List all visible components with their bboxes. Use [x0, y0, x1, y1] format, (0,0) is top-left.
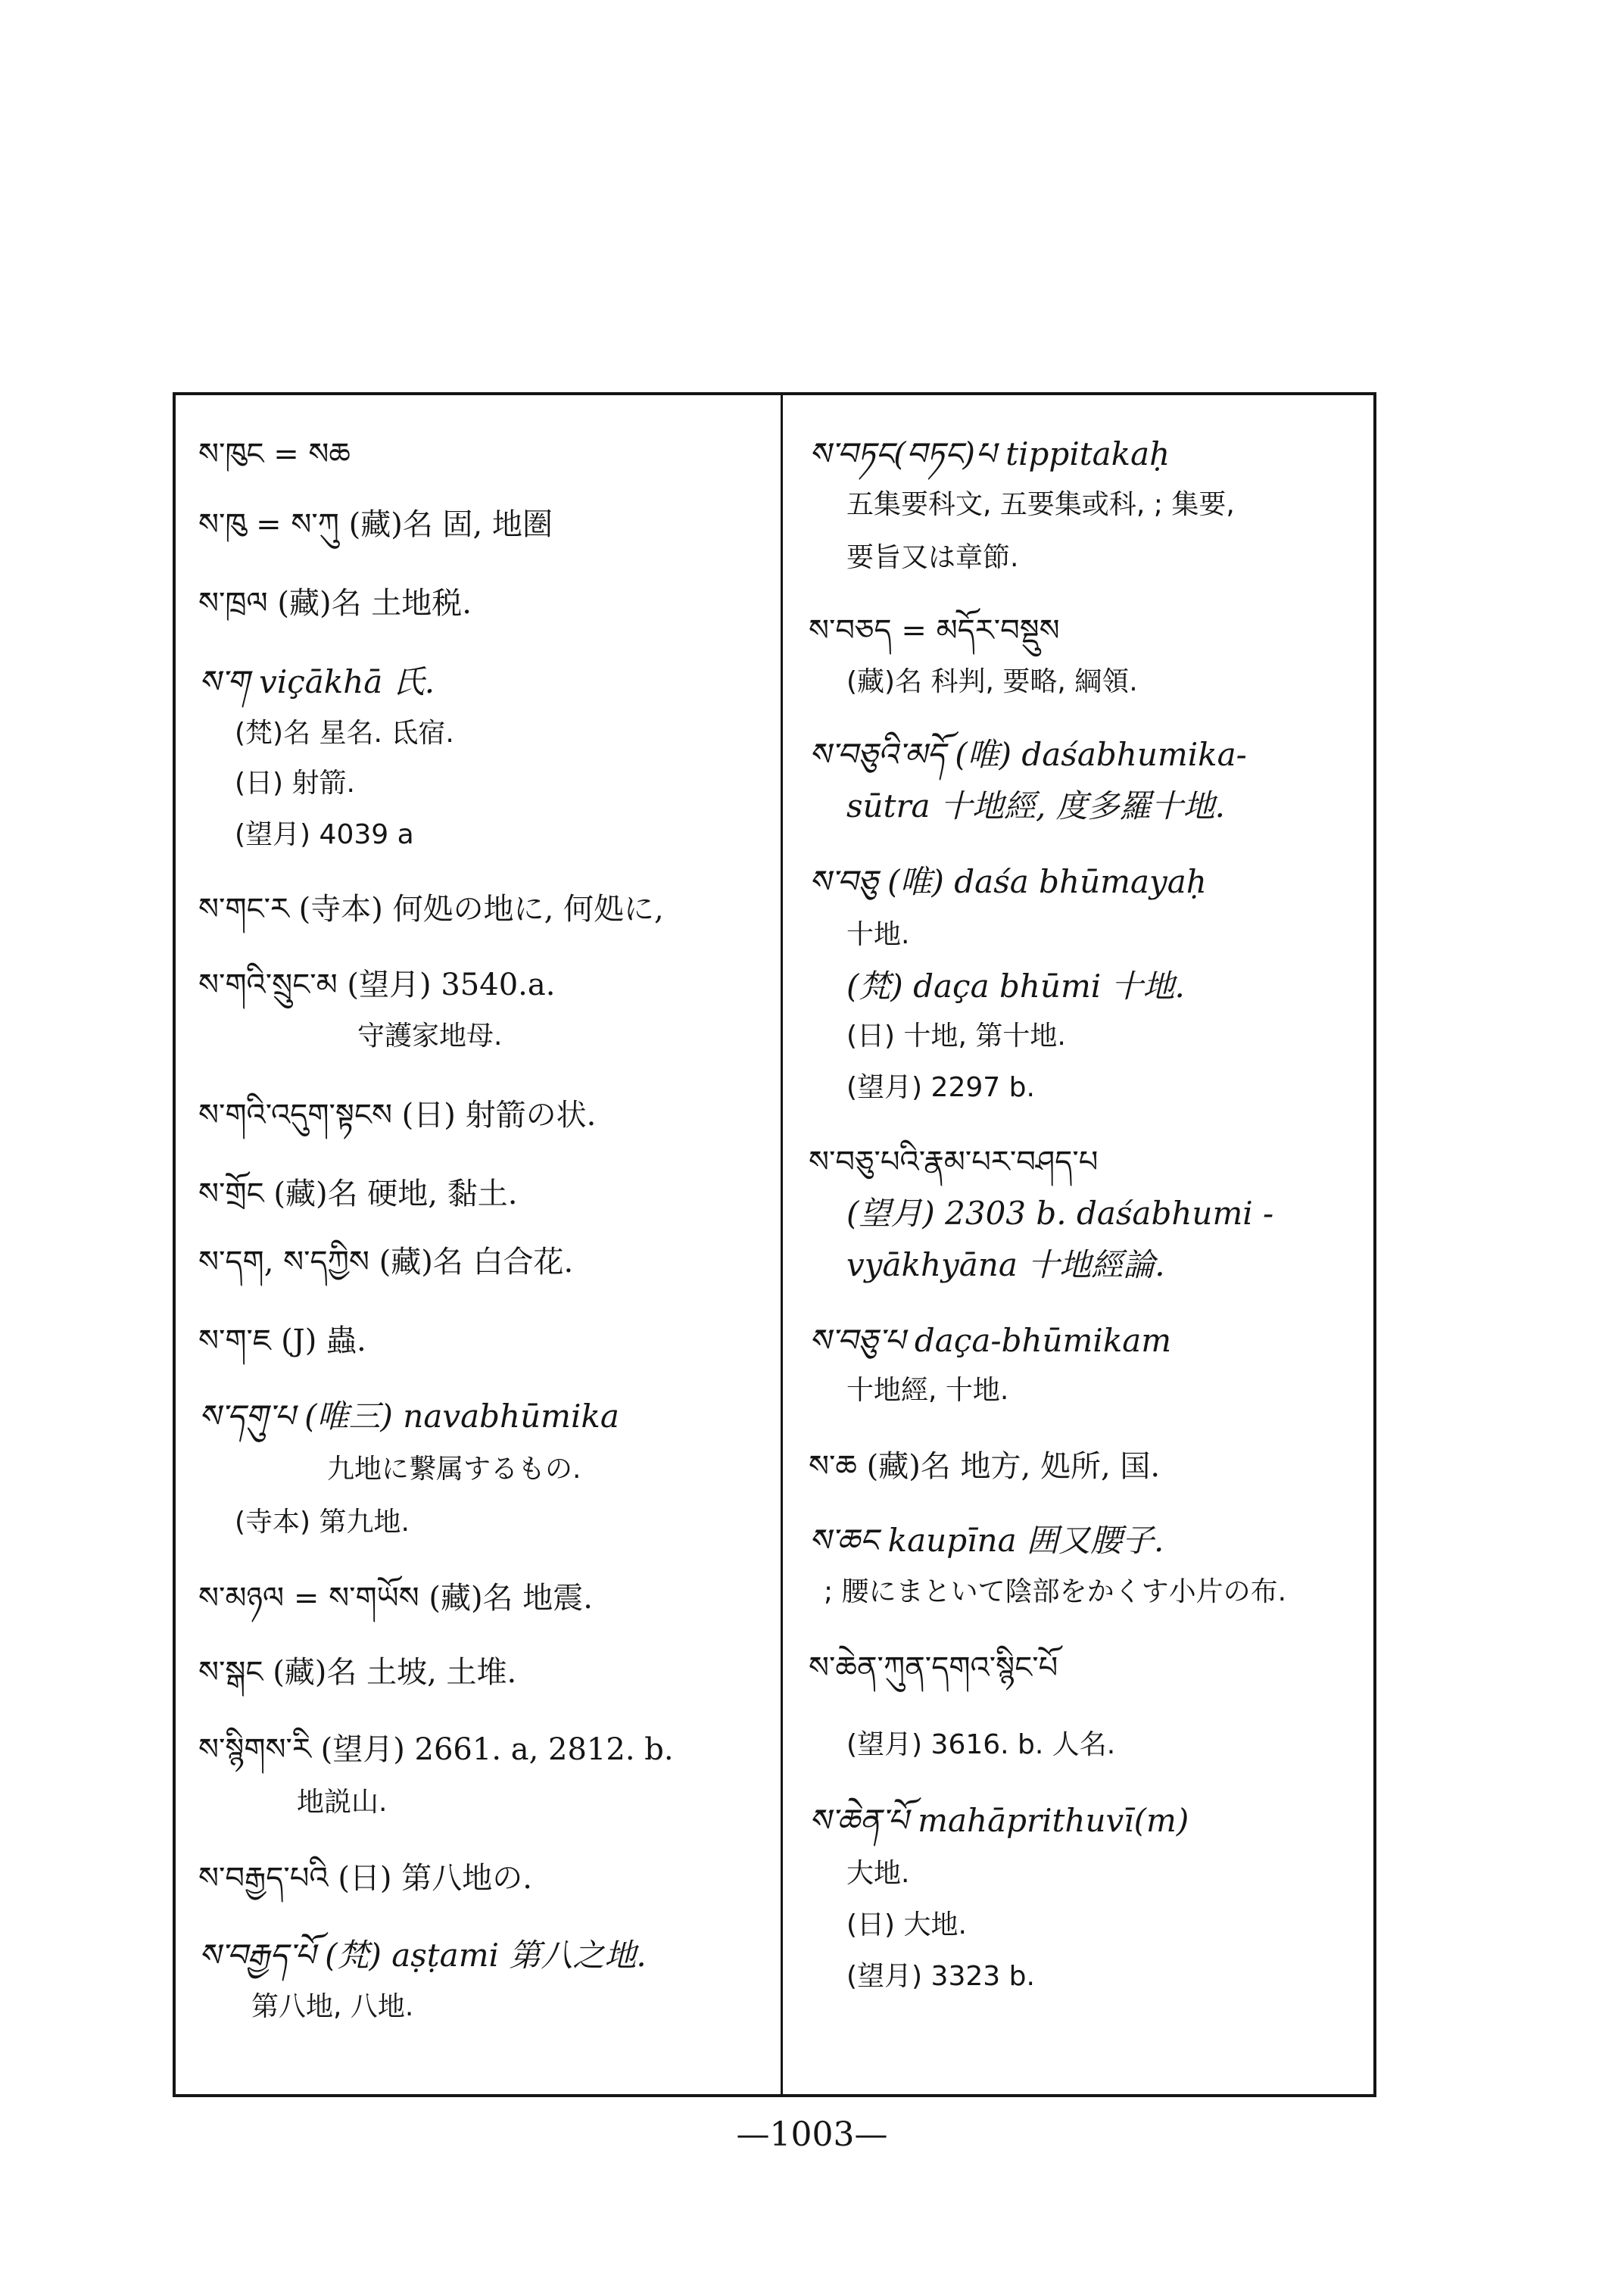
- dictionary-line: ས་བཅུ་པའི་རྣམ་པར་བཤད་པ: [809, 1145, 1099, 1180]
- dictionary-line: ས་གྲོང (藏)名 硬地, 黏土.: [198, 1177, 518, 1211]
- dictionary-line: 十地經, 十地.: [846, 1375, 1009, 1406]
- dictionary-line: ས་གང་ར (寺本) 何処の地に, 何処に,: [198, 892, 664, 927]
- dictionary-line: 第八地, 八地.: [251, 1991, 414, 2022]
- dictionary-line: 大地.: [846, 1858, 910, 1889]
- dictionary-line: ས་ཁུ = ས་ཀུ (藏)名 固, 地圏: [198, 507, 553, 542]
- dictionary-line: ས་ཁྲལ (藏)名 土地税.: [198, 586, 472, 621]
- column-divider: [781, 392, 783, 2097]
- dictionary-line: ས་བཅད = མདོར་བསྡུས: [809, 613, 1060, 648]
- dictionary-line: ས་ཆང kaupīna 囲又腰子.: [809, 1522, 1164, 1559]
- dictionary-line: ས་བཏང(བཏང)པ tippitakaḥ: [809, 435, 1170, 472]
- dictionary-line: ས་ཆ (藏)名 地方, 処所, 国.: [809, 1449, 1161, 1484]
- dictionary-line: ས་དག, ས་དཀྱིས (藏)名 白合花.: [198, 1245, 574, 1279]
- dictionary-line: (望月) 4039 a: [235, 819, 414, 850]
- dictionary-line: ས་བཅུ་པ daça-bhūmikam: [809, 1322, 1172, 1359]
- dictionary-line: 要旨又は章節.: [846, 542, 1019, 573]
- dictionary-line: ས་ག viçākhā 氏.: [198, 663, 435, 700]
- dictionary-line: (藏)名 科判, 要略, 綱領.: [846, 666, 1138, 697]
- dictionary-line: (梵)名 星名. 氐宿.: [235, 718, 454, 749]
- dictionary-line: ས་ཆེན་ཀུན་དགའ་སྙིང་པོ: [809, 1650, 1058, 1685]
- dictionary-line: ; 腰にまといて陰部をかくす小片の布.: [824, 1576, 1287, 1607]
- dictionary-line: (寺本) 第九地.: [235, 1507, 410, 1538]
- dictionary-line: (望月) 2297 b.: [846, 1072, 1035, 1103]
- dictionary-line: (望月) 3323 b.: [846, 1961, 1035, 1992]
- dictionary-line: ས་ཁུང = སཆ: [198, 437, 351, 472]
- dictionary-line: ས་གའི་སྲུང་མ (望月) 3540.a.: [198, 968, 556, 1002]
- dictionary-line: 九地に繋属するもの.: [327, 1454, 581, 1485]
- dictionary-line: ས་ཆེན་པོ mahāprithuvī(m): [809, 1802, 1189, 1839]
- dictionary-line: ས་སྒང (藏)名 土坡, 土堆.: [198, 1655, 517, 1690]
- dictionary-line: (日) 十地, 第十地.: [846, 1021, 1066, 1052]
- dictionary-line: vyākhyāna 十地經論.: [846, 1246, 1165, 1283]
- dictionary-line: 十地.: [846, 919, 910, 950]
- dictionary-line: ས་བརྒྱད་པོ (梵) aṣṭami 第八之地.: [198, 1937, 647, 1974]
- dictionary-line: (望月) 3616. b. 人名.: [846, 1729, 1116, 1760]
- dictionary-line: ས་སྙིགས་རི (望月) 2661. a, 2812. b.: [198, 1732, 674, 1767]
- dictionary-line: ས་བཅུའི་མདོ (唯) daśabhumika-: [809, 736, 1247, 773]
- dictionary-line: (望月) 2303 b. daśabhumi -: [846, 1195, 1274, 1232]
- dictionary-line: sūtra 十地經, 度多羅十地.: [846, 787, 1226, 824]
- dictionary-line: ས་བརྒྱད་པའི (日) 第八地の.: [198, 1861, 532, 1896]
- dictionary-line: 地説山.: [297, 1787, 388, 1818]
- dictionary-line: (梵) daça bhūmi 十地.: [846, 968, 1185, 1005]
- dictionary-line: ས་ག་ཇ (J) 蟲.: [198, 1323, 366, 1358]
- dictionary-line: (日) 大地.: [846, 1909, 967, 1940]
- dictionary-line: ས་མཉལ = ས་གཡོས (藏)名 地震.: [198, 1581, 593, 1616]
- dictionary-line: ས་གའི་འདུག་སྟངས (日) 射箭の状.: [198, 1098, 597, 1133]
- page-number: —1003—: [736, 2115, 888, 2154]
- dictionary-line: ས་དགུ་པ (唯三) navabhūmika: [198, 1398, 619, 1435]
- dictionary-line: 五集要科文, 五要集或科, ; 集要,: [846, 489, 1235, 520]
- dictionary-line: (日) 射箭.: [235, 768, 355, 799]
- dictionary-line: ས་བཅུ (唯) daśa bhūmayaḥ: [809, 863, 1207, 900]
- dictionary-line: 守護家地母.: [357, 1021, 503, 1052]
